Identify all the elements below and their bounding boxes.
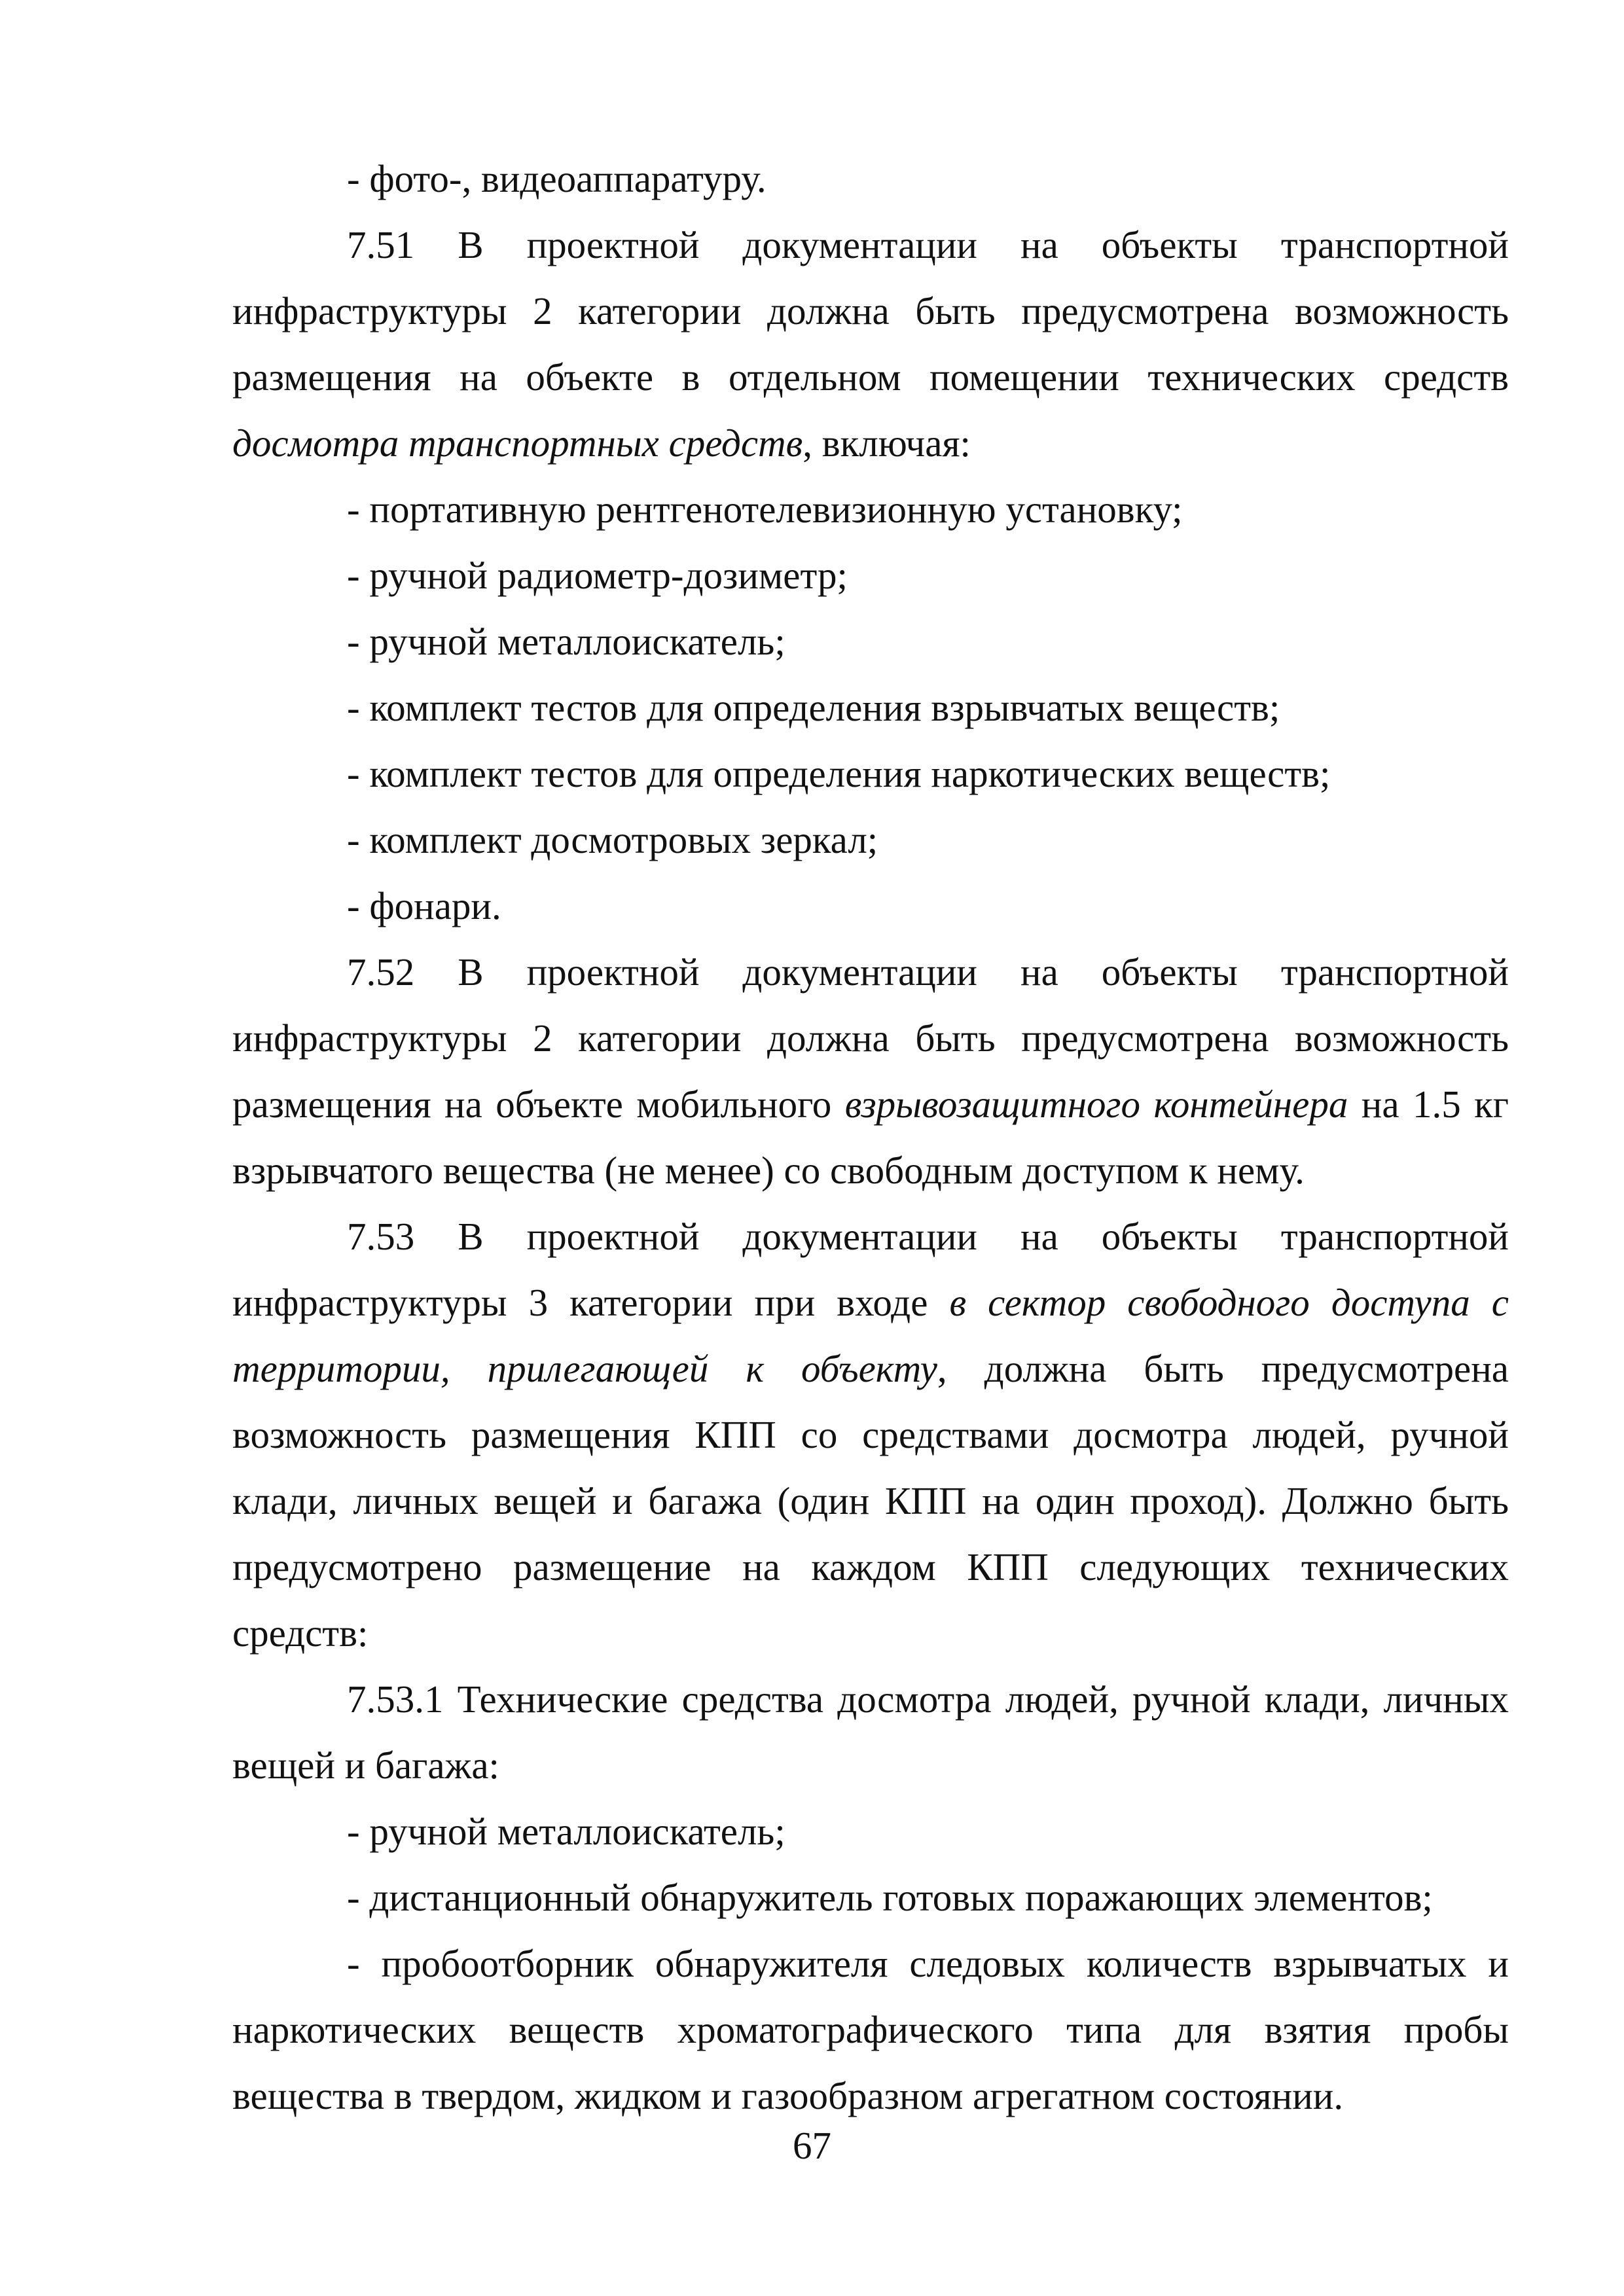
list-item-explosive-tests: - комплект тестов для определения взрывчатых веществ;: [347, 686, 1280, 729]
list-item-radiometer: - ручной радиометр-дозиметр;: [347, 554, 848, 597]
document-body: [232, 146, 1509, 2129]
clause-7-53-1: 7.53.1 Технические средства досмотра людей, ручной клади, личных вещей и багажа:: [232, 1677, 1509, 1787]
clause-7-51-text-1: 7.51 В проектной документации на объекты транспортной инфраструктуры 2 категории должна быть предусмотрена возможность размещения на объекте в отдельном помещении технических средств: [232, 223, 1509, 399]
list-item-metal-detector: - ручной металлоискатель;: [347, 620, 785, 663]
list-item-photo-video: - фото-, видеоаппаратуру.: [347, 157, 767, 200]
list-item-sampler: - пробоотборник обнаружителя следовых количеств взрывчатых и наркотических веществ хроматографического типа для взятия пробы вещества в твердом, жидком и газообразном агрегатном состоянии.: [232, 1942, 1509, 2117]
clause-7-51-italic-term: досмотра транспортных средств: [232, 422, 803, 465]
clause-7-52-italic-term: взрывозащитного контейнера: [844, 1083, 1348, 1126]
clause-7-52-text-2: на 1.5 кг взрывчатого вещества (не менее) со свободным доступом к нему.: [232, 1083, 1509, 1192]
list-item-xray-unit: - портативную рентгенотелевизионную установку;: [347, 488, 1183, 531]
clause-7-52-text-1: 7.52 В проектной документации на объекты транспортной инфраструктуры 2 категории должна быть предусмотрена возможность размещения на объекте мобильного: [232, 950, 1509, 1126]
clause-7-51: [232, 212, 1509, 476]
clause-7-52: [232, 939, 1509, 1204]
clause-7-53-text-2: , должна быть предусмотрена возможность размещения КПП со средствами досмотра людей, ручной клади, личных вещей и багажа (один КПП на один проход). Должно быть предусмотрено размещение на каждом КПП следующих технических средств:: [232, 1347, 1509, 1655]
clause-7-53-italic-term: в сектор свободного доступа с территории, прилегающей к объекту: [232, 1281, 1509, 1390]
list-item-mirrors: - комплект досмотровых зеркал;: [347, 818, 878, 861]
page-number: 67: [793, 2124, 831, 2167]
list-item-remote-detector: - дистанционный обнаружитель готовых поражающих элементов;: [347, 1876, 1433, 1919]
list-item-metal-detector-2: - ручной металлоискатель;: [347, 1810, 785, 1853]
clause-7-51-text-2: , включая:: [803, 422, 971, 465]
list-item-narcotic-tests: - комплект тестов для определения наркотических веществ;: [347, 752, 1331, 795]
list-item-flashlights: - фонари.: [347, 884, 501, 927]
clause-7-53-text-1: 7.53 В проектной документации на объекты транспортной инфраструктуры 3 категории при входе: [232, 1215, 1509, 1324]
clause-7-53: [232, 1204, 1509, 1666]
